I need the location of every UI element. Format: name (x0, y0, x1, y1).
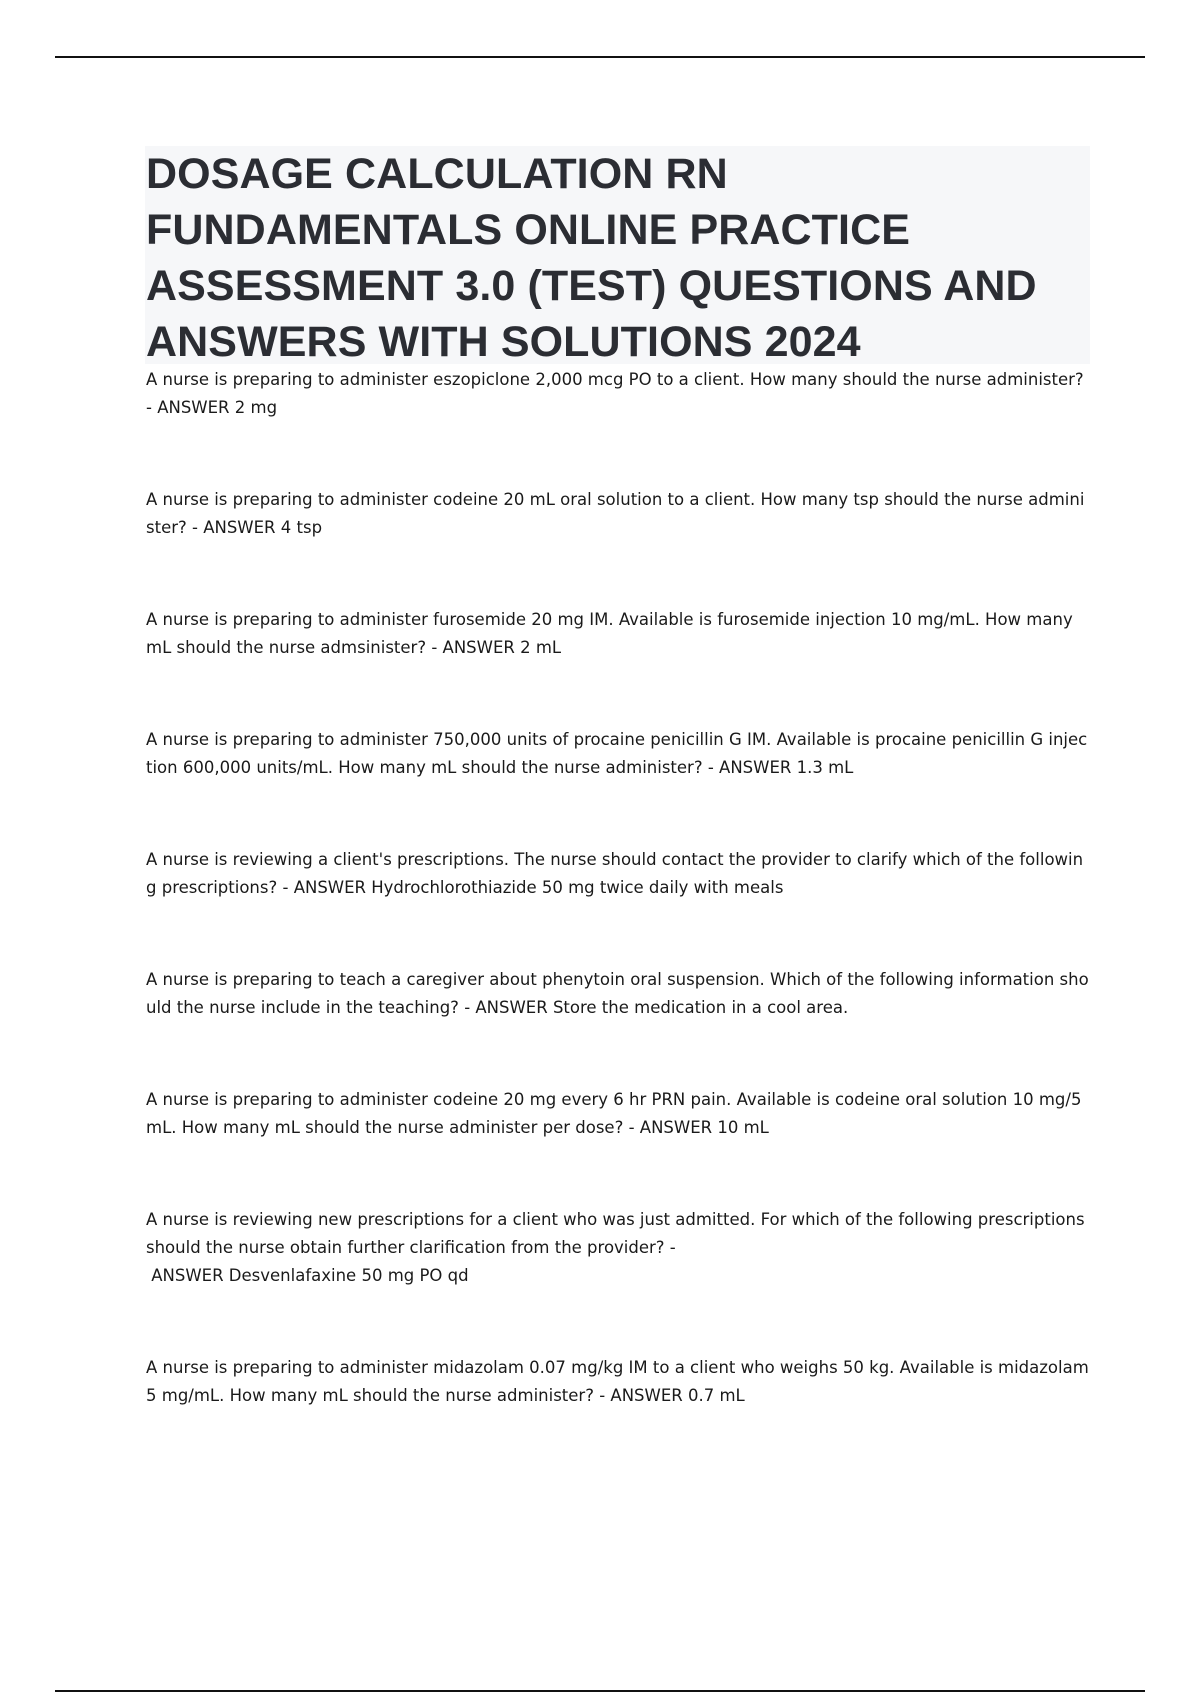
question-text: A nurse is preparing to administer codeine 20 mL oral solution to a client. How many tsp should the nurse administer? - (146, 490, 1085, 537)
question-text: A nurse is reviewing a client's prescriptions. The nurse should contact the provider to clarify which of the following prescriptions? - (146, 850, 1084, 897)
question-text: A nurse is preparing to administer midazolam 0.07 mg/kg IM to a client who weighs 50 kg. Available is midazolam 5 mg/mL. How many mL should the nurse administer? - (146, 1358, 1089, 1405)
qa-item (146, 1354, 1091, 1410)
document-title: DOSAGE CALCULATION RN FUNDAMENTALS ONLINE PRACTICE ASSESSMENT 3.0 (TEST) QUESTIONS AND ANSWERS WITH SOLUTIONS 2024 (146, 150, 1037, 366)
qa-item (146, 726, 1091, 782)
answer-text: ANSWER Desvenlafaxine 50 mg PO qd (151, 1266, 469, 1285)
qa-item (146, 606, 1091, 662)
question-text: A nurse is reviewing new prescriptions for a client who was just admitted. For which of the following prescriptions should the nurse obtain further clarification from the provider? - (146, 1210, 1085, 1257)
qa-item (146, 366, 1091, 422)
answer-text: ANSWER Hydrochlorothiazide 50 mg twice daily with meals (293, 878, 784, 897)
answer-text: ANSWER 4 tsp (203, 518, 323, 537)
qa-item (146, 1086, 1091, 1142)
bottom-rule (55, 1690, 1145, 1692)
answer-text: ANSWER 0.7 mL (610, 1386, 745, 1405)
qa-item (146, 1206, 1091, 1290)
question-text: A nurse is preparing to administer codeine 20 mg every 6 hr PRN pain. Available is codeine oral solution 10 mg/5 mL. How many mL should the nurse administer per dose? - (146, 1090, 1082, 1137)
qa-item (146, 846, 1091, 902)
answer-text: ANSWER Store the medication in a cool area. (475, 998, 849, 1017)
qa-item (146, 966, 1091, 1022)
answer-text: ANSWER 2 mL (442, 638, 562, 657)
top-rule (55, 56, 1145, 58)
qa-item (146, 486, 1091, 542)
question-text: A nurse is preparing to teach a caregiver about phenytoin oral suspension. Which of the following information should the nurse include in the teaching? - (146, 970, 1089, 1017)
answer-text: ANSWER 10 mL (639, 1118, 769, 1137)
answer-text: ANSWER 1.3 mL (719, 758, 854, 777)
question-text: A nurse is preparing to administer 750,000 units of procaine penicillin G IM. Available is procaine penicillin G injection 600,000 units/mL. How many mL should the nurse administer? - (146, 730, 1088, 777)
answer-text: ANSWER 2 mg (157, 398, 278, 417)
question-text: A nurse is preparing to administer eszopiclone 2,000 mcg PO to a client. How many should the nurse administer? - (146, 370, 1084, 417)
question-text: A nurse is preparing to administer furosemide 20 mg IM. Available is furosemide injection 10 mg/mL. How many mL should the nurse admsinister? - (146, 610, 1073, 657)
qa-list (146, 366, 1091, 1410)
